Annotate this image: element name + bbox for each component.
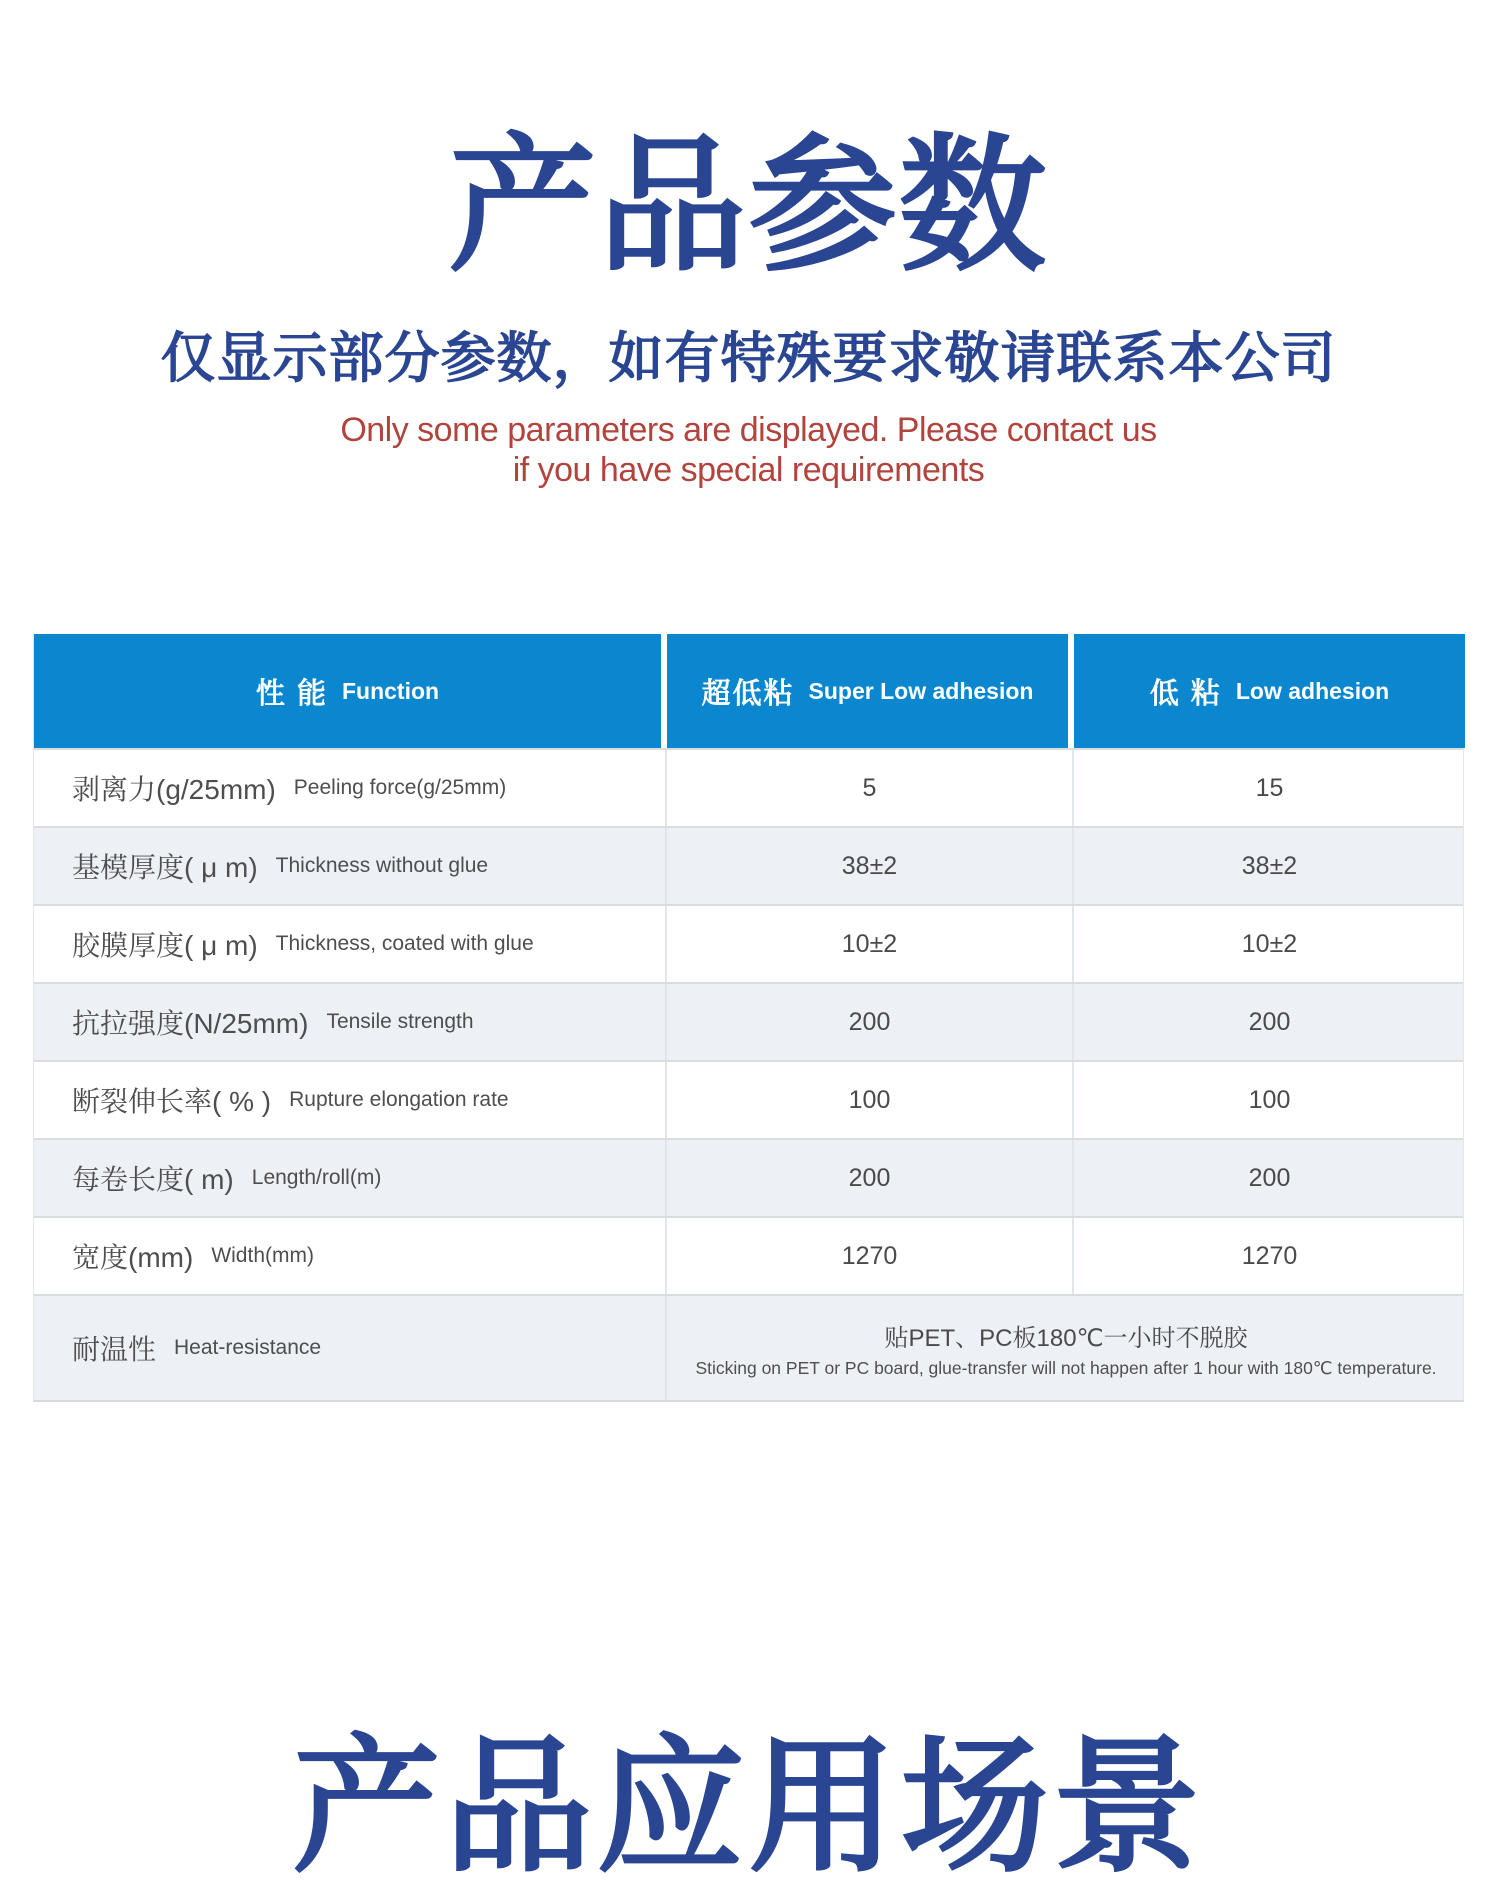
value-low: 100 bbox=[1248, 1085, 1291, 1114]
row-label-cn: 胶膜厚度( μ m) bbox=[72, 930, 258, 962]
heat-resistance-merged-value bbox=[667, 1296, 1465, 1400]
row-label-cn: 每卷长度( m) bbox=[72, 1164, 234, 1196]
value-low: 200 bbox=[1248, 1163, 1291, 1192]
row-label-en: Length/roll(m) bbox=[251, 1166, 382, 1190]
row-label bbox=[34, 1140, 667, 1216]
header-cell-low-adhesion bbox=[1074, 634, 1465, 748]
subtitle-english-line1: Only some parameters are displayed. Please contact us bbox=[340, 411, 1157, 450]
value-low: 38±2 bbox=[1241, 851, 1298, 880]
table-row-width bbox=[34, 1216, 1463, 1294]
heat-resistance-value-en: Sticking on PET or PC board, glue-transfer will not happen after 1 hour with 180℃ temperature. bbox=[695, 1357, 1437, 1378]
table-row-peeling-force bbox=[34, 748, 1463, 826]
table-row-thickness-with-glue bbox=[34, 904, 1463, 982]
spec-table bbox=[33, 634, 1464, 1402]
subtitle-english-line2: if you have special requirements bbox=[512, 451, 985, 490]
table-row-length-per-roll bbox=[34, 1138, 1463, 1216]
row-label-en: Tensile strength bbox=[326, 1010, 474, 1034]
header-function-cn: 性 能 bbox=[255, 677, 328, 710]
header-cell-super-low-adhesion bbox=[667, 634, 1074, 748]
header-low-en: Low adhesion bbox=[1235, 677, 1390, 704]
value-super-low: 38±2 bbox=[667, 828, 1074, 904]
header-super-low-en: Super Low adhesion bbox=[808, 677, 1034, 704]
value-low: 15 bbox=[1255, 773, 1284, 802]
row-label bbox=[34, 1218, 667, 1294]
row-label bbox=[34, 984, 667, 1060]
subtitle-english bbox=[0, 410, 1497, 490]
header-low-cn: 低 粘 bbox=[1149, 677, 1222, 710]
row-label-en: Rupture elongation rate bbox=[289, 1088, 509, 1112]
value-super-low: 10±2 bbox=[667, 906, 1074, 982]
row-label bbox=[34, 828, 667, 904]
header-function-en: Function bbox=[341, 677, 440, 704]
row-label-cn: 断裂伸长率( % ) bbox=[72, 1086, 272, 1118]
value-low: 10±2 bbox=[1241, 929, 1298, 958]
page-title: 产品参数 bbox=[448, 124, 1049, 289]
row-label bbox=[34, 1062, 667, 1138]
row-label bbox=[34, 906, 667, 982]
value-low: 200 bbox=[1248, 1007, 1291, 1036]
table-row-heat-resistance bbox=[34, 1294, 1463, 1400]
row-label-cn: 宽度(mm) bbox=[72, 1242, 194, 1274]
table-row-thickness-without-glue bbox=[34, 826, 1463, 904]
header-cell-function bbox=[34, 634, 667, 748]
row-label-en: Width(mm) bbox=[211, 1244, 314, 1268]
header-super-low-cn: 超低粘 bbox=[701, 677, 795, 710]
row-label-cn: 抗拉强度(N/25mm) bbox=[72, 1008, 309, 1040]
row-label-cn: 基模厚度( μ m) bbox=[72, 852, 258, 884]
value-low: 1270 bbox=[1241, 1241, 1298, 1270]
heat-resistance-value-cn: 贴PET、PC板180℃一小时不脱胶 bbox=[884, 1324, 1248, 1352]
row-label bbox=[34, 1296, 667, 1400]
value-super-low: 200 bbox=[667, 1140, 1074, 1216]
value-super-low: 5 bbox=[667, 750, 1074, 826]
row-label-en: Thickness, coated with glue bbox=[275, 932, 534, 956]
row-label-cn: 耐温性 bbox=[72, 1334, 157, 1366]
value-super-low: 1270 bbox=[667, 1218, 1074, 1294]
application-scenarios-title: 产品应用场景 bbox=[292, 1725, 1205, 1891]
value-super-low: 200 bbox=[667, 984, 1074, 1060]
row-label-en: Peeling force(g/25mm) bbox=[293, 776, 507, 800]
table-row-rupture-elongation bbox=[34, 1060, 1463, 1138]
spec-table-header-row bbox=[34, 634, 1463, 748]
row-label bbox=[34, 750, 667, 826]
row-label-en: Heat-resistance bbox=[174, 1336, 322, 1360]
row-label-cn: 剥离力(g/25mm) bbox=[72, 774, 276, 806]
value-super-low: 100 bbox=[667, 1062, 1074, 1138]
table-row-tensile-strength bbox=[34, 982, 1463, 1060]
subtitle-chinese: 仅显示部分参数，如有特殊要求敬请联系本公司 bbox=[160, 327, 1337, 389]
row-label-en: Thickness without glue bbox=[275, 854, 489, 878]
